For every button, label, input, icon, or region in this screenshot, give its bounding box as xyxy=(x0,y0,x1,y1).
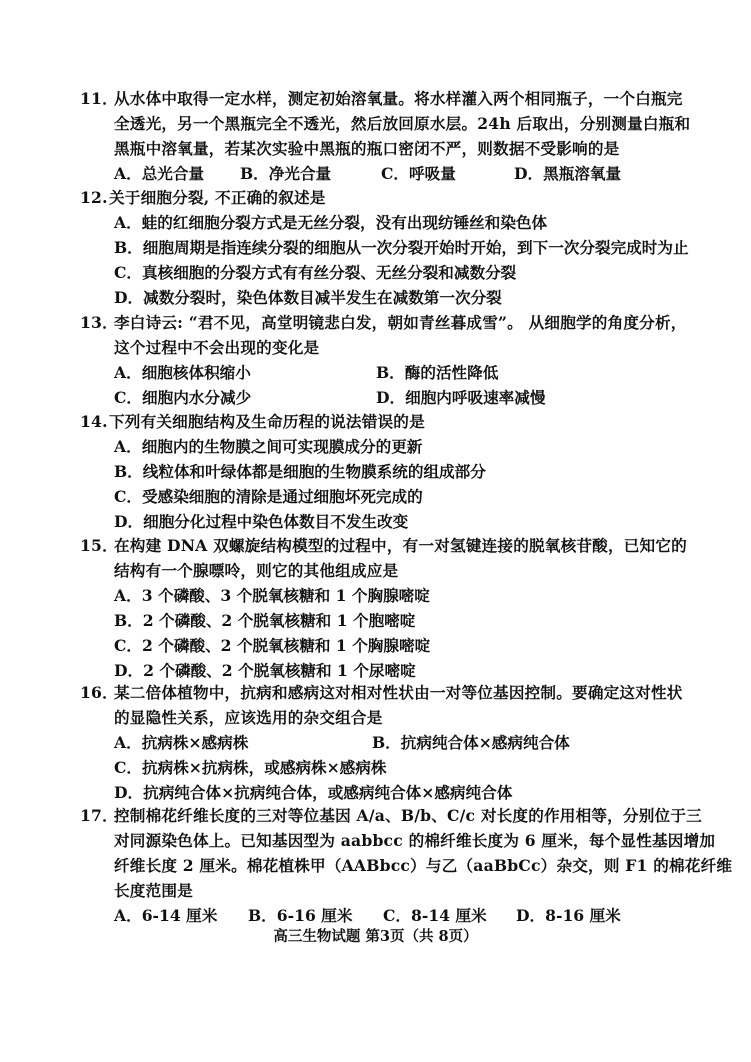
question-stem-line: 关于细胞分裂, 不正确的叙述是 xyxy=(109,188,326,207)
question-stem-line: 下列有关细胞结构及生命历程的说法错误的是 xyxy=(109,412,425,431)
option-a: A．蛙的红细胞分裂方式是无丝分裂，没有出现纺锤丝和染色体 xyxy=(114,213,548,232)
question-stem-line: 纤维长度 2 厘米。棉花植株甲（AABbcc）与乙（aaBbCc）杂交，则 F1 的棉花纤维 xyxy=(114,856,733,875)
option-b: B．2 个磷酸、2 个脱氧核糖和 1 个胞嘧啶 xyxy=(114,611,416,630)
option-c: C．细胞内水分减少 xyxy=(114,388,252,407)
question-number: 17． xyxy=(80,806,118,825)
question-stem-line: 长度范围是 xyxy=(114,881,193,900)
option-d: D．细胞分化过程中染色体数目不发生改变 xyxy=(114,512,409,531)
question-number: 11． xyxy=(80,89,118,108)
option-c: C．真核细胞的分裂方式有有丝分裂、无丝分裂和减数分裂 xyxy=(114,263,517,282)
option-a: A．总光合量 xyxy=(114,164,205,183)
option-a: A．细胞核体积缩小 xyxy=(114,363,251,382)
question-number: 12. xyxy=(80,188,108,207)
option-d: D．黑瓶溶氧量 xyxy=(514,164,622,183)
option-c: C．受感染细胞的清除是通过细胞坏死完成的 xyxy=(114,487,423,506)
option-d: D．细胞内呼吸速率减慢 xyxy=(376,388,546,407)
option-b: B．细胞周期是指连续分裂的细胞从一次分裂开始时开始，到下一次分裂完成时为止 xyxy=(114,238,689,257)
option-b: B．线粒体和叶绿体都是细胞的生物膜系统的组成部分 xyxy=(114,462,486,481)
page-footer: 高三生物试题 第3页（共 8页） xyxy=(273,928,478,945)
option-b: B．酶的活性降低 xyxy=(376,363,499,382)
question-number: 13． xyxy=(80,313,118,332)
option-b: B．净光合量 xyxy=(240,164,332,183)
option-a: A．6-14 厘米 xyxy=(114,906,218,925)
option-a: A．3 个磷酸、3 个脱氧核糖和 1 个胸腺嘧啶 xyxy=(114,586,430,605)
question-number: 16． xyxy=(80,683,118,702)
question-number: 14. xyxy=(80,412,108,431)
option-c: C．抗病株×抗病株，或感病株×感病株 xyxy=(114,758,387,777)
question-stem-line: 全透光，另一个黑瓶完全不透光，然后放回原水层。24h 后取出，分别测量白瓶和 xyxy=(114,114,691,133)
question-stem-line: 李白诗云: “君不见，高堂明镜悲白发，朝如青丝暮成雪”。 从细胞学的角度分析， xyxy=(114,313,687,332)
option-c: C．2 个磷酸、2 个脱氧核糖和 1 个胸腺嘧啶 xyxy=(114,636,431,655)
option-d: D．抗病纯合体×抗病纯合体，或感病纯合体×感病纯合体 xyxy=(114,783,513,802)
option-d: D．8-16 厘米 xyxy=(516,906,621,925)
question-stem-line: 结构有一个腺嘌呤，则它的其他组成应是 xyxy=(114,561,399,580)
question-stem-line: 控制棉花纤维长度的三对等位基因 A/a、B/b、C/c 对长度的作用相等，分别位于三 xyxy=(114,806,702,825)
option-c: C．呼吸量 xyxy=(381,164,456,183)
option-a: A．细胞内的生物膜之间可实现膜成分的更新 xyxy=(114,437,423,456)
question-stem-line: 黑瓶中溶氧量，若某次实验中黑瓶的瓶口密闭不严，则数据不受影响的是 xyxy=(114,139,620,158)
option-d: D．减数分裂时，染色体数目减半发生在减数第一次分裂 xyxy=(114,288,502,307)
question-stem-line: 对同源染色体上。已知基因型为 aabbcc 的棉纤维长度为 6 厘米，每个显性基因增加 xyxy=(114,831,716,850)
option-b: B．抗病纯合体×感病纯合体 xyxy=(372,733,570,752)
option-b: B．6-16 厘米 xyxy=(248,906,353,925)
option-a: A．抗病株×感病株 xyxy=(114,733,249,752)
option-d: D．2 个磷酸、2 个脱氧核糖和 1 个尿嘧啶 xyxy=(114,661,416,680)
question-stem-line: 从水体中取得一定水样，测定初始溶氧量。将水样灌入两个相同瓶子，一个白瓶完 xyxy=(114,89,683,108)
question-stem-line: 这个过程中不会出现的变化是 xyxy=(114,338,320,357)
question-stem-line: 在构建 DNA 双螺旋结构模型的过程中，有一对氢键连接的脱氧核苷酸，已知它的 xyxy=(114,536,687,555)
question-stem-line: 的显隐性关系，应该选用的杂交组合是 xyxy=(114,708,383,727)
question-number: 15． xyxy=(80,536,118,555)
question-stem-line: 某二倍体植物中，抗病和感病这对相对性状由一对等位基因控制。要确定这对性状 xyxy=(114,683,683,702)
option-c: C．8-14 厘米 xyxy=(383,906,487,925)
